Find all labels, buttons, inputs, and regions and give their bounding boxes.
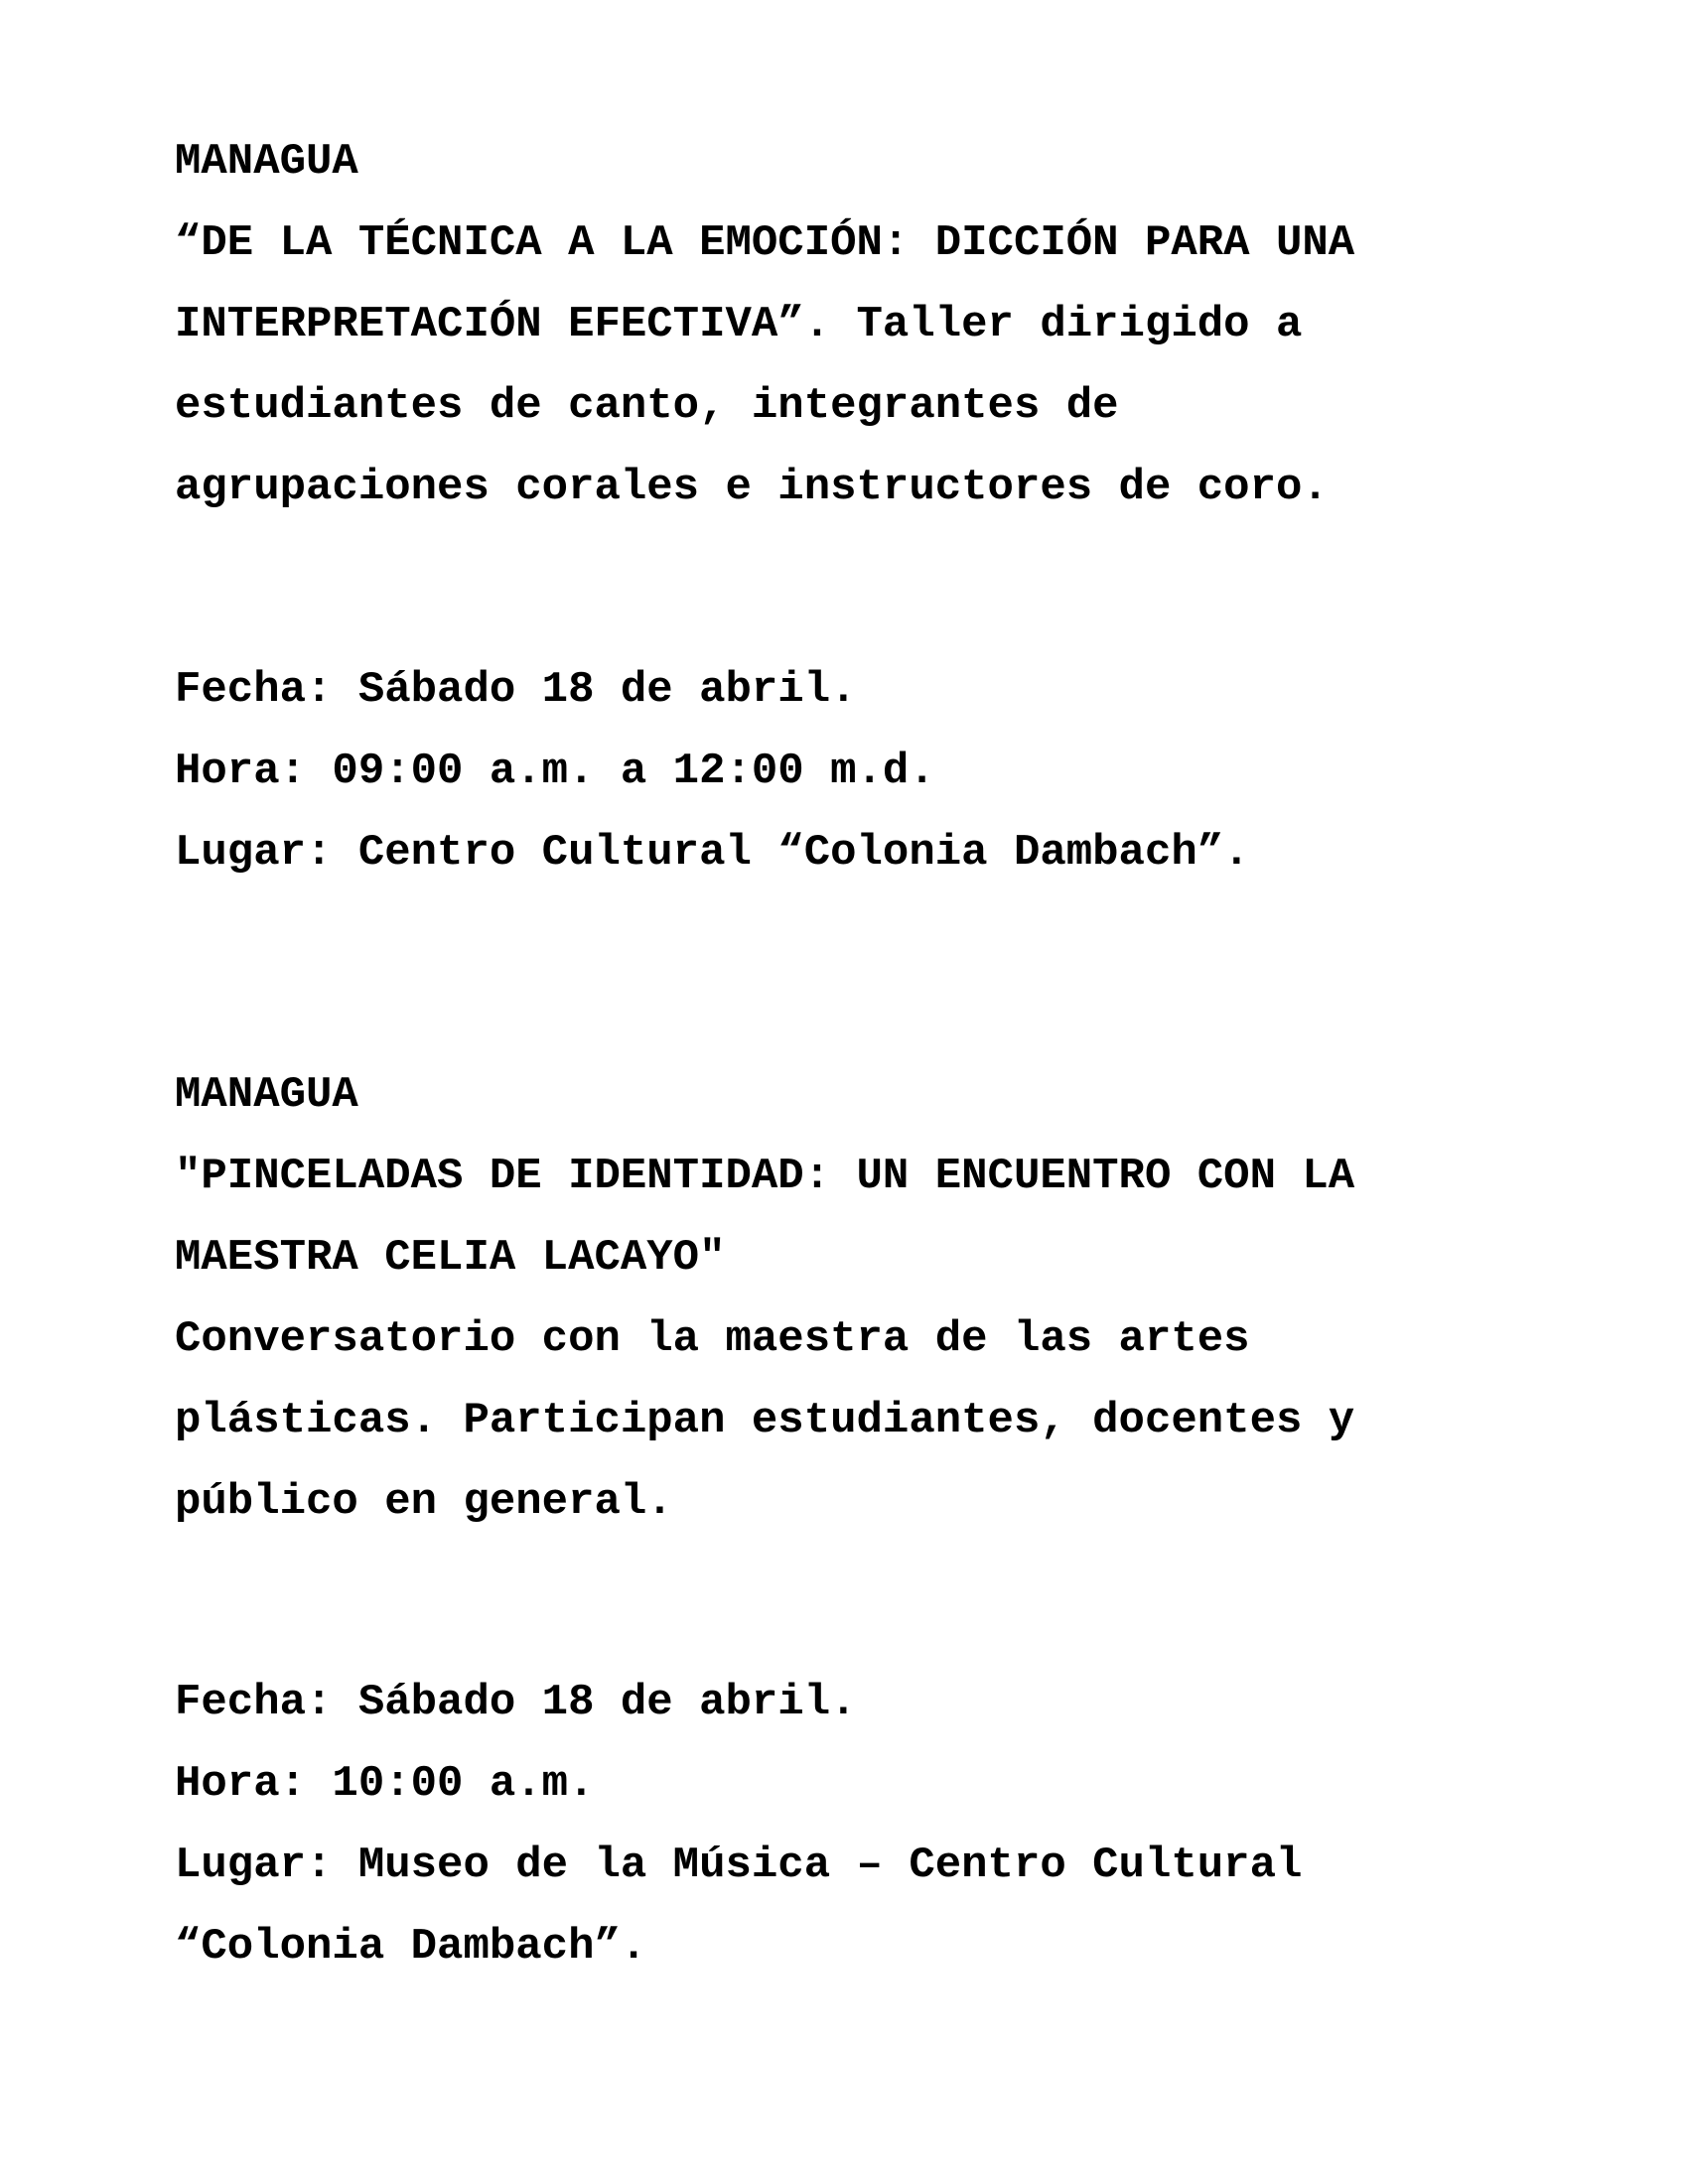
event-1-place: Lugar: Centro Cultural “Colonia Dambach”. bbox=[175, 828, 1250, 878]
event-2-line-2: MAESTRA CELIA LACAYO" bbox=[175, 1233, 726, 1283]
event-1-line-4: agrupaciones corales e instructores de coro. bbox=[175, 463, 1329, 512]
event-1-line-3: estudiantes de canto, integrantes de bbox=[175, 381, 1119, 431]
event-2-line-1: "PINCELADAS DE IDENTIDAD: UN ENCUENTRO CON LA bbox=[175, 1152, 1355, 1201]
event-1-date: Fecha: Sábado 18 de abril. bbox=[175, 665, 857, 715]
event-1-line-1: “DE LA TÉCNICA A LA EMOCIÓN: DICCIÓN PARA UNA bbox=[175, 218, 1355, 268]
event-2-line-3: Conversatorio con la maestra de las artes bbox=[175, 1314, 1250, 1364]
event-1-time: Hora: 09:00 a.m. a 12:00 m.d. bbox=[175, 747, 935, 796]
event-2-place: Lugar: Museo de la Música – Centro Cultural bbox=[175, 1841, 1303, 1890]
event-2-line-4: plásticas. Participan estudiantes, docentes y bbox=[175, 1396, 1355, 1445]
event-1-line-2: INTERPRETACIÓN EFECTIVA”. Taller dirigido a bbox=[175, 300, 1303, 349]
event-2-place-cont: “Colonia Dambach”. bbox=[175, 1922, 647, 1972]
event-1-city: MANAGUA bbox=[175, 137, 358, 187]
event-2-line-5: público en general. bbox=[175, 1477, 673, 1527]
event-2-date: Fecha: Sábado 18 de abril. bbox=[175, 1678, 857, 1727]
event-2-time: Hora: 10:00 a.m. bbox=[175, 1759, 595, 1809]
event-2-city: MANAGUA bbox=[175, 1070, 358, 1120]
